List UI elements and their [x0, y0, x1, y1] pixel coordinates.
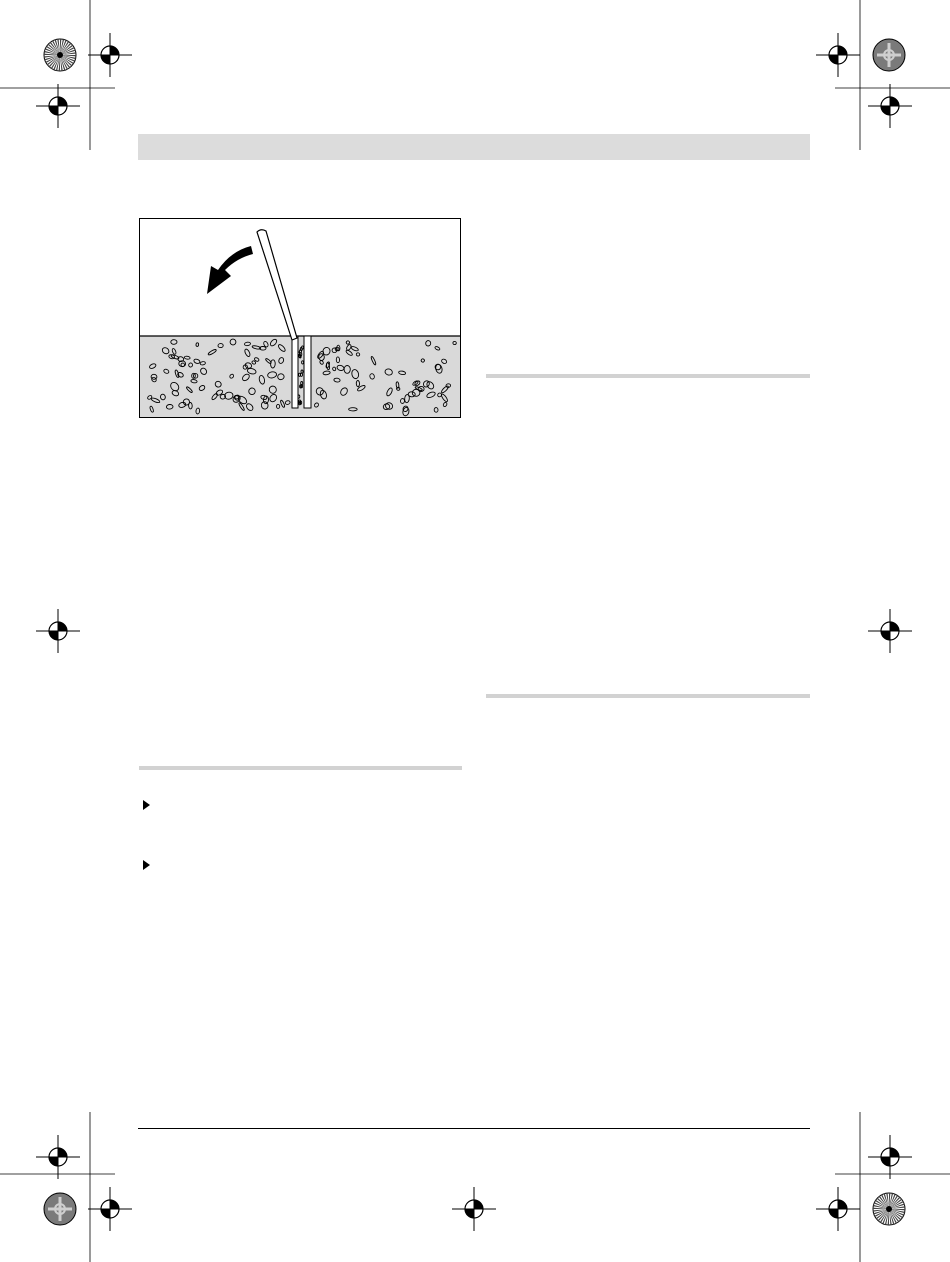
color-target-quadrant-icon	[44, 1193, 76, 1225]
section-rule-left	[139, 766, 462, 770]
slot-left-wall	[292, 336, 298, 408]
footer-rule	[138, 1128, 810, 1129]
color-target-starburst-icon	[873, 1193, 905, 1225]
registration-crosshair-icon	[868, 1135, 912, 1179]
registration-crosshair-icon	[452, 1187, 496, 1231]
registration-crosshair-icon	[816, 33, 860, 77]
slot-right-wall	[304, 336, 311, 408]
bullet-triangle-icon	[143, 860, 150, 870]
illustration-figure	[139, 218, 461, 418]
registration-crosshair-icon	[36, 1135, 80, 1179]
registration-crosshair-icon	[36, 609, 80, 653]
bullet-triangle-icon	[143, 800, 150, 810]
color-target-starburst-icon	[44, 39, 76, 71]
section-rule-right-top	[486, 374, 810, 378]
registration-crosshair-icon	[868, 84, 912, 128]
registration-crosshair-icon	[36, 84, 80, 128]
registration-crosshair-icon	[868, 609, 912, 653]
header-band	[138, 134, 810, 160]
registration-crosshair-icon	[816, 1187, 860, 1231]
registration-crosshair-icon	[88, 1187, 132, 1231]
color-target-quadrant-icon	[873, 39, 905, 71]
section-rule-right-bottom	[486, 694, 810, 698]
registration-crosshair-icon	[88, 33, 132, 77]
